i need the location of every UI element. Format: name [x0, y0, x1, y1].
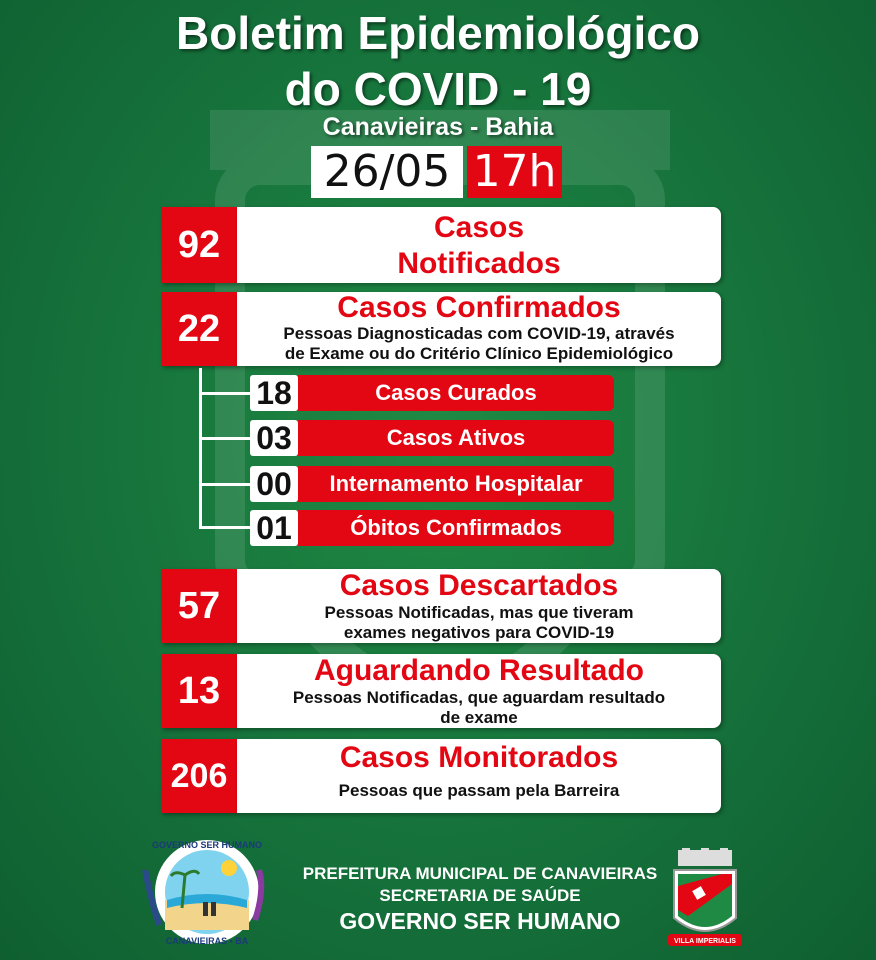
- bulletin-title: Boletim Epidemiológico: [176, 7, 700, 59]
- confirmed-desc-1: Pessoas Diagnosticadas com COVID-19, através: [283, 324, 675, 343]
- monitored-count: 206: [161, 739, 237, 813]
- confirmed-desc-2: de Exame ou do Critério Clínico Epidemiológico: [284, 344, 674, 363]
- governo-ser-humano-logo-icon: [137, 830, 277, 950]
- tree-branch: [199, 437, 251, 440]
- hour-badge: 17h: [467, 146, 562, 198]
- deaths-label: Óbitos Confirmados: [298, 510, 614, 546]
- tree-branch: [199, 483, 251, 486]
- footer-governo: GOVERNO SER HUMANO: [339, 908, 621, 934]
- location-label: Canavieiras - Bahia: [322, 113, 554, 141]
- cured-count: 18: [250, 375, 298, 411]
- notified-card: [237, 207, 721, 283]
- pending-count: 13: [161, 654, 237, 728]
- monitored-desc: Pessoas que passam pela Barreira: [338, 781, 620, 800]
- confirmed-card: [237, 292, 721, 366]
- tree-branch: [199, 526, 251, 529]
- pending-card: [237, 654, 721, 728]
- hospitalized-label: Internamento Hospitalar: [298, 466, 614, 502]
- monitored-card: [237, 739, 721, 813]
- active-label: Casos Ativos: [298, 420, 614, 456]
- tree-branch: [199, 392, 251, 395]
- bulletin-subtitle: do COVID - 19: [284, 63, 592, 115]
- footer-prefeitura: PREFEITURA MUNICIPAL DE CANAVIEIRAS: [302, 864, 658, 883]
- notified-title: Casos: [433, 211, 525, 244]
- footer-secretaria: SECRETARIA DE SAÚDE: [379, 886, 581, 905]
- city-crest-icon: [660, 848, 750, 953]
- confirmed-count: 22: [161, 292, 237, 366]
- notified-count: 92: [161, 207, 237, 283]
- pending-desc-1: Pessoas Notificadas, que aguardam resultado: [292, 688, 666, 707]
- cured-label: Casos Curados: [298, 375, 614, 411]
- confirmed-title: Casos Confirmados: [337, 291, 621, 324]
- discarded-card: [237, 569, 721, 643]
- discarded-desc-2: exames negativos para COVID-19: [343, 623, 615, 642]
- pending-desc-2: de exame: [440, 708, 518, 727]
- logo-left-top-text: GOVERNO SER HUMANO: [151, 840, 263, 850]
- deaths-count: 01: [250, 510, 298, 546]
- monitored-title: Casos Monitorados: [339, 741, 619, 774]
- date-badge: 26/05: [311, 146, 463, 198]
- logo-left-bottom-text: CANAVIEIRAS • BA: [165, 936, 249, 946]
- hospitalized-count: 00: [250, 466, 298, 502]
- active-count: 03: [250, 420, 298, 456]
- notified-title-2: Notificados: [397, 247, 561, 280]
- discarded-count: 57: [161, 569, 237, 643]
- crest-banner-text: VILLA IMPERIALIS: [674, 938, 736, 945]
- pending-title: Aguardando Resultado: [313, 654, 644, 687]
- discarded-title: Casos Descartados: [339, 569, 619, 602]
- discarded-desc-1: Pessoas Notificadas, mas que tiveram: [324, 603, 634, 622]
